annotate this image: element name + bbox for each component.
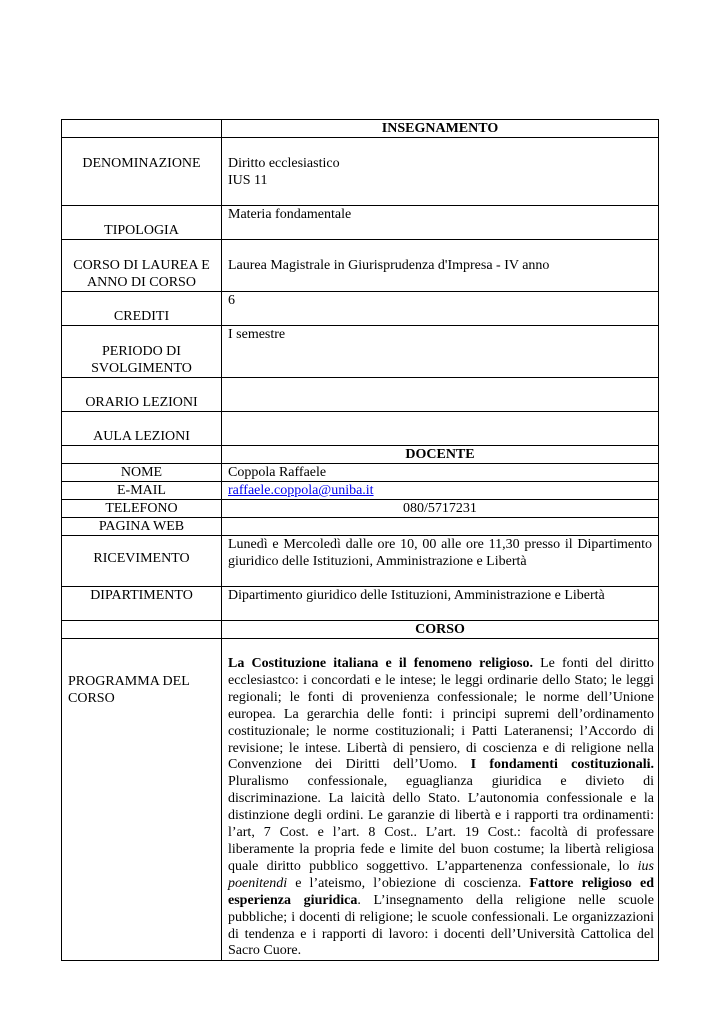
programma-title-2: I fondamenti costituzionali. <box>470 757 654 773</box>
orario-row <box>62 378 659 412</box>
ricevimento-label: RICEVIMENTO <box>62 536 222 587</box>
telefono-row <box>62 500 659 518</box>
telefono-label: TELEFONO <box>62 500 222 518</box>
denominazione-code: IUS 11 <box>228 173 268 188</box>
denominazione-row <box>62 138 659 206</box>
corso-laurea-label <box>62 240 222 292</box>
dipartimento-row <box>62 587 659 621</box>
programma-text-1: Le fonti del diritto ecclesiastco: i concordati e le intese; le leggi ordinarie dello Stato; le leggi regionali; le fonti di provenienza confessionale; le norme dell’Unione europea. La gerarchia delle fonti: i principi supremi dell’ordinamento costituzionale; le norme costituzionali; i Patti Lateranensi; l’Accordo di revisione; le intese. Libertà di pensiero, di coscienza e di religione nella Convenzione dei Diritti dell’Uomo. <box>228 656 654 773</box>
corso-laurea-label-line1: CORSO DI LAUREA E <box>73 258 210 273</box>
programma-row <box>62 639 659 961</box>
ricevimento-value: Lunedì e Mercoledì dalle ore 10, 00 alle ore 11,30 presso il Dipartimento giuridico delle Istituzioni, Amministrazione e Libertà <box>222 536 659 587</box>
nome-label: NOME <box>62 464 222 482</box>
web-value <box>222 518 659 536</box>
tipologia-value: Materia fondamentale <box>222 206 659 240</box>
denominazione-label: DENOMINAZIONE <box>62 138 222 206</box>
corso-laurea-label-line2: ANNO DI CORSO <box>87 275 196 290</box>
denominazione-value <box>222 138 659 206</box>
insegnamento-header-row <box>62 120 659 138</box>
programma-title-1: La Costituzione italiana e il fenomeno religioso. <box>228 656 533 671</box>
docente-header-row <box>62 446 659 464</box>
periodo-label-line2: SVOLGIMENTO <box>91 361 192 376</box>
tipologia-row <box>62 206 659 240</box>
email-label: E-MAIL <box>62 482 222 500</box>
nome-value: Coppola Raffaele <box>222 464 659 482</box>
programma-label <box>62 639 222 961</box>
course-info-table <box>61 119 659 961</box>
aula-label: AULA LEZIONI <box>62 412 222 446</box>
programma-label-line1: PROGRAMMA DEL <box>68 674 190 689</box>
programma-text-4: . L’insegnamento della religione nelle scuole pubbliche; i docenti di religione; le scuole confessionali. Le organizzazioni di tendenza e i rapporti di lavoro: i docenti dell’Università Cattolica del Sacro Cuore. <box>228 892 654 959</box>
crediti-row <box>62 292 659 326</box>
docente-header: DOCENTE <box>222 446 659 464</box>
orario-value <box>222 378 659 412</box>
programma-text-3: e l’ateismo, l’obiezione di coscienza. <box>287 875 530 891</box>
crediti-value: 6 <box>222 292 659 326</box>
tipologia-label: TIPOLOGIA <box>62 206 222 240</box>
insegnamento-header: INSEGNAMENTO <box>222 120 659 138</box>
web-label: PAGINA WEB <box>62 518 222 536</box>
aula-value <box>222 412 659 446</box>
ricevimento-row <box>62 536 659 587</box>
corso-header: CORSO <box>222 621 659 639</box>
email-link[interactable]: raffaele.coppola@uniba.it <box>228 483 374 498</box>
dipartimento-value: Dipartimento giuridico delle Istituzioni, Amministrazione e Libertà <box>222 587 659 621</box>
corso-laurea-row <box>62 240 659 292</box>
corso-laurea-value: Laurea Magistrale in Giurisprudenza d'Impresa - IV anno <box>222 240 659 292</box>
telefono-value: 080/5717231 <box>222 500 659 518</box>
programma-text <box>222 639 659 961</box>
web-row <box>62 518 659 536</box>
orario-label: ORARIO LEZIONI <box>62 378 222 412</box>
aula-row <box>62 412 659 446</box>
nome-row <box>62 464 659 482</box>
email-row <box>62 482 659 500</box>
programma-label-line2: CORSO <box>68 691 115 706</box>
programma-italic: ius poenitendi <box>228 858 654 891</box>
denominazione-name: Diritto ecclesiastico <box>228 156 340 171</box>
periodo-row <box>62 326 659 378</box>
periodo-label <box>62 326 222 378</box>
programma-title-3: Fattore religioso ed esperienza giuridica <box>228 875 654 908</box>
periodo-label-line1: PERIODO DI <box>102 344 181 359</box>
periodo-value: I semestre <box>222 326 659 378</box>
corso-header-row <box>62 621 659 639</box>
dipartimento-label: DIPARTIMENTO <box>62 587 222 621</box>
crediti-label: CREDITI <box>62 292 222 326</box>
programma-text-2: Pluralismo confessionale, eguaglianza giuridica e divieto di discriminazione. La laicità dello Stato. L’autonomia confessionale e la distinzione degli ordini. Le garanzie di libertà e i rapporti tra ordinamenti: l’art, 7 Cost. e l’art. 8 Cost.. L’art. 19 Cost.: facoltà di professare liberamente la propria fede e limite del buon costume; la libertà religiosa quale diritto pubblico soggettivo. L’appartenenza confessionale, lo <box>228 774 654 874</box>
